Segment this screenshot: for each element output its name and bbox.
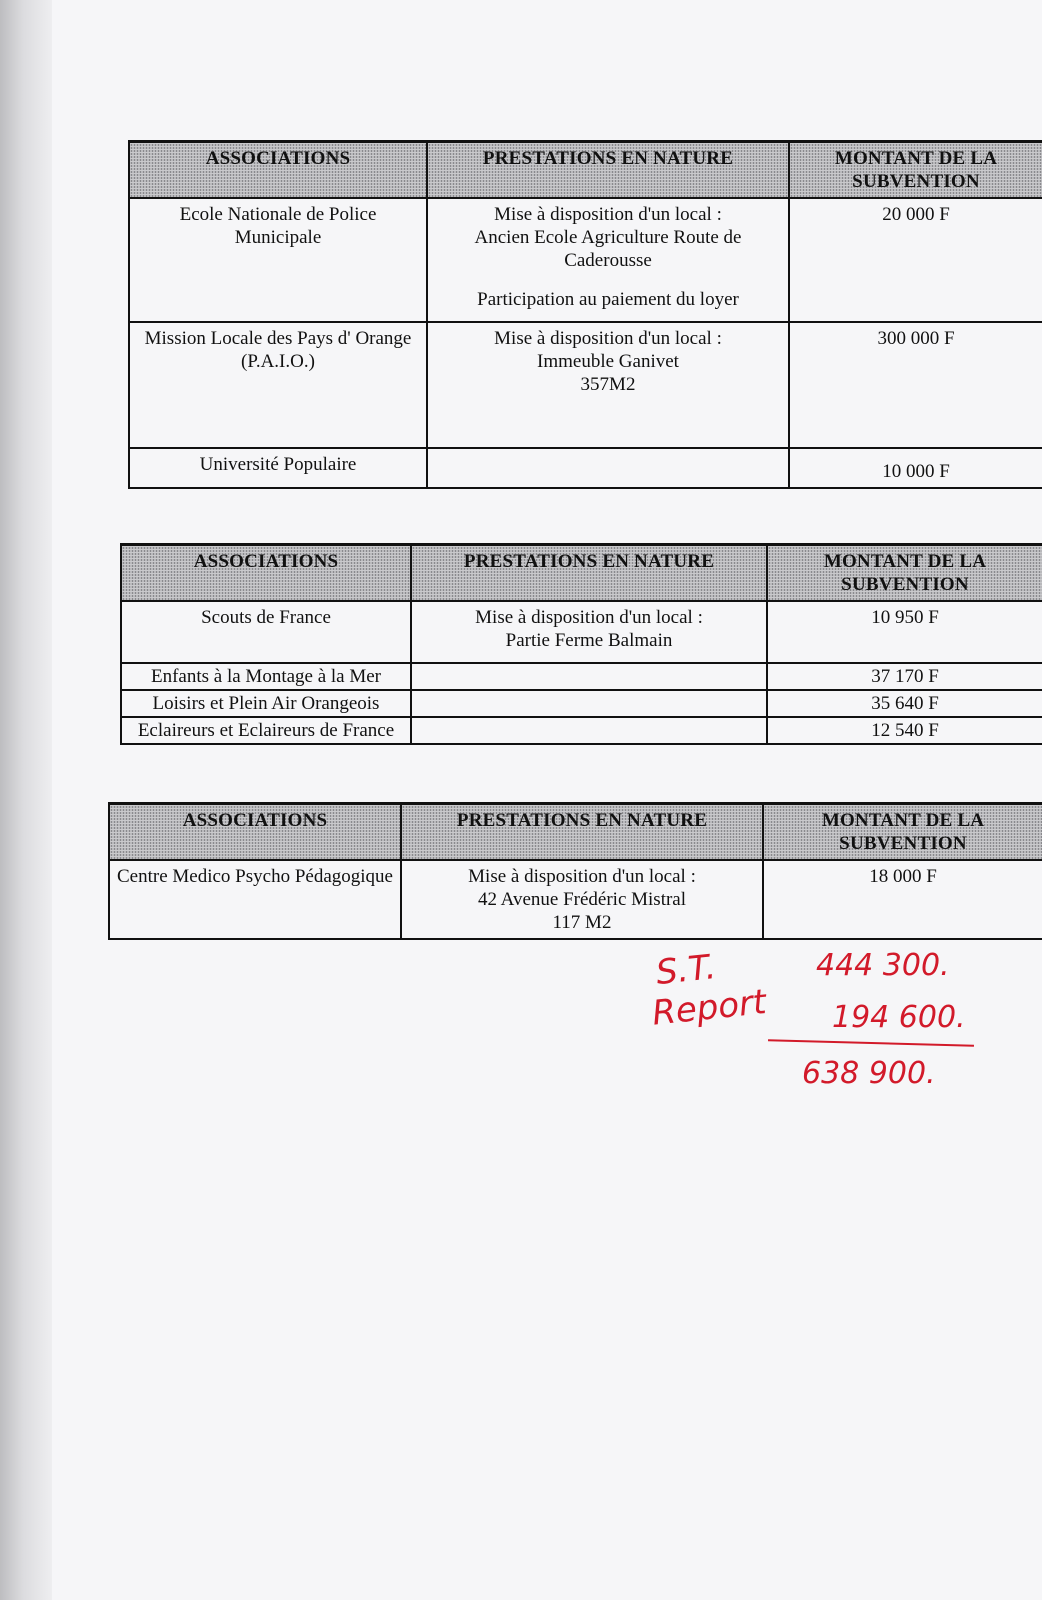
handwritten-total: 638 900. bbox=[802, 1056, 936, 1091]
table-header-row bbox=[109, 804, 1042, 861]
association-name: Scouts de France bbox=[121, 601, 411, 663]
prestation-line: Ancien Ecole Agriculture Route de Caderousse bbox=[474, 227, 742, 271]
prestation-line: Partie Ferme Balmain bbox=[505, 630, 673, 651]
prestation-cell bbox=[411, 717, 767, 744]
prestation-cell bbox=[401, 860, 763, 939]
prestation-line: Mise à disposition d'un local : bbox=[494, 328, 722, 349]
col-header-associations: ASSOCIATIONS bbox=[121, 545, 411, 602]
table-header-row bbox=[129, 142, 1042, 199]
handwritten-number: 194 600. bbox=[832, 1000, 966, 1035]
prestation-line: Mise à disposition d'un local : bbox=[494, 204, 722, 225]
col-header-montant: MONTANT DE LA SUBVENTION bbox=[763, 804, 1042, 861]
prestation-cell bbox=[427, 198, 789, 322]
table-row bbox=[129, 198, 1042, 322]
association-name: Centre Medico Psycho Pédagogique bbox=[109, 860, 401, 939]
associations-table-3 bbox=[108, 802, 1042, 940]
table-row bbox=[121, 663, 1042, 690]
handwritten-number: 444 300. bbox=[816, 948, 950, 983]
prestation-line: 117 M2 bbox=[552, 912, 612, 933]
table-row bbox=[129, 448, 1042, 488]
association-name: Mission Locale des Pays d' Orange (P.A.I.O.) bbox=[129, 322, 427, 448]
montant-value: 37 170 F bbox=[767, 663, 1042, 690]
association-name: Eclaireurs et Eclaireurs de France bbox=[121, 717, 411, 744]
montant-value: 18 000 F bbox=[763, 860, 1042, 939]
association-name: Ecole Nationale de Police Municipale bbox=[129, 198, 427, 322]
table-row bbox=[109, 860, 1042, 939]
associations-table-2 bbox=[120, 543, 1042, 745]
prestation-line: Mise à disposition d'un local : bbox=[468, 866, 696, 887]
col-header-associations: ASSOCIATIONS bbox=[129, 142, 427, 199]
association-name: Loisirs et Plein Air Orangeois bbox=[121, 690, 411, 717]
prestation-cell bbox=[411, 601, 767, 663]
col-header-prestations: PRESTATIONS EN NATURE bbox=[411, 545, 767, 602]
montant-value: 10 950 F bbox=[767, 601, 1042, 663]
montant-value: 10 000 F bbox=[789, 448, 1042, 488]
montant-value: 20 000 F bbox=[789, 198, 1042, 322]
associations-table-1 bbox=[128, 140, 1042, 489]
handwritten-label-line: Report bbox=[650, 982, 769, 1034]
prestation-line: 42 Avenue Frédéric Mistral bbox=[477, 889, 687, 910]
handwritten-report-label bbox=[646, 942, 768, 1034]
prestation-cell bbox=[411, 690, 767, 717]
col-header-montant: MONTANT DE LA SUBVENTION bbox=[789, 142, 1042, 199]
prestation-line: Participation au paiement du loyer bbox=[477, 289, 739, 310]
col-header-prestations: PRESTATIONS EN NATURE bbox=[427, 142, 789, 199]
scan-binding-shadow bbox=[0, 0, 52, 1600]
prestation-line: Immeuble Ganivet bbox=[537, 351, 679, 372]
association-name: Université Populaire bbox=[129, 448, 427, 488]
prestation-cell bbox=[427, 322, 789, 448]
prestation-cell bbox=[427, 448, 789, 488]
prestation-line: Mise à disposition d'un local : bbox=[475, 607, 703, 628]
table-row bbox=[121, 690, 1042, 717]
prestation-cell bbox=[411, 663, 767, 690]
col-header-montant: MONTANT DE LA SUBVENTION bbox=[767, 545, 1042, 602]
table-row bbox=[121, 717, 1042, 744]
col-header-associations: ASSOCIATIONS bbox=[109, 804, 401, 861]
association-name: Enfants à la Montage à la Mer bbox=[121, 663, 411, 690]
table-row bbox=[121, 601, 1042, 663]
handwritten-label-line: S.T. bbox=[654, 947, 718, 994]
table-header-row bbox=[121, 545, 1042, 602]
prestation-line: 357M2 bbox=[580, 374, 636, 395]
montant-value: 12 540 F bbox=[767, 717, 1042, 744]
montant-value: 300 000 F bbox=[789, 322, 1042, 448]
table-row bbox=[129, 322, 1042, 448]
col-header-prestations: PRESTATIONS EN NATURE bbox=[401, 804, 763, 861]
montant-value: 35 640 F bbox=[767, 690, 1042, 717]
